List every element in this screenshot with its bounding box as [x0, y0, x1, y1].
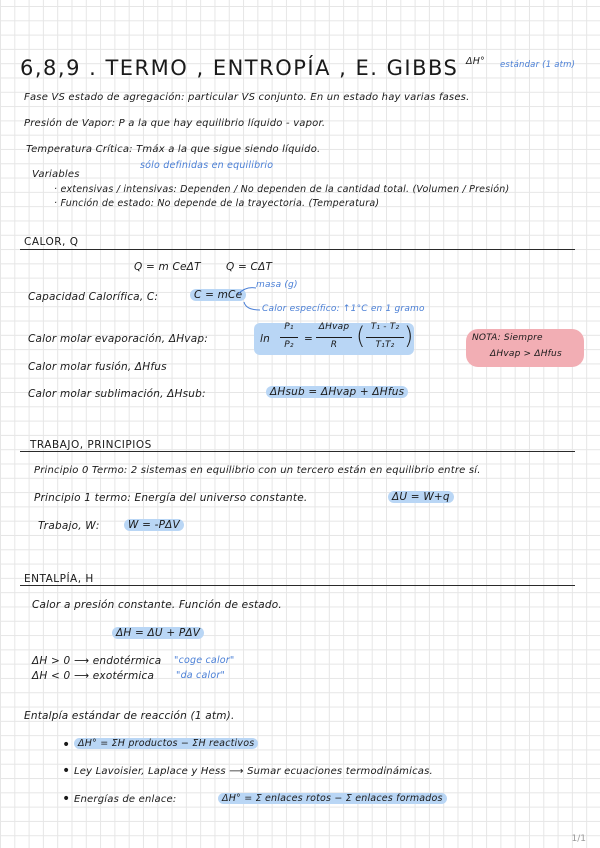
evap-dh: ΔHvap — [318, 322, 350, 332]
annotation-arrows — [232, 284, 272, 314]
masa-note: masa (g) — [256, 280, 298, 290]
variables-bullet-extensivas: · extensivas / intensivas: Dependen / No dependen de la cantidad total. (Volumen / Presión) — [54, 184, 510, 195]
entalpia-estandar: Entalpía estándar de reacción (1 atm). — [24, 710, 235, 722]
page-number: 1/1 — [571, 834, 586, 844]
evap-t-den: T₁T₂ — [375, 340, 395, 350]
evap-t-num: T₁ - T₂ — [370, 322, 400, 332]
endotermica-line: ΔH > 0 ⟶ endotérmica — [32, 655, 162, 667]
calor-especifico-note: Calor específico: ↑1°C en 1 gramo — [262, 304, 425, 314]
bullet-dot: • — [62, 737, 71, 753]
section-heading-trabajo: TRABAJO, PRINCIPIOS — [30, 439, 152, 451]
entalpia-estandar-equation: ΔH° = ΣH productos − ΣH reactivos — [74, 738, 258, 749]
section-rule — [20, 585, 575, 586]
intro-line-presion: Presión de Vapor: P a la que hay equilibrio líquido - vapor. — [24, 118, 326, 129]
principio-1-equation: ΔU = W+q — [388, 491, 454, 503]
exotermica-note: "da calor" — [176, 670, 226, 681]
evap-ln: ln — [260, 333, 270, 345]
fraction-line — [366, 337, 404, 338]
equation-q-mce: Q = m CeΔT — [134, 261, 201, 273]
principio-0: Principio 0 Termo: 2 sistemas en equilibrio con un tercero están en equilibrio entre sí. — [34, 465, 481, 476]
intro-line-fase: Fase VS estado de agregación: particular VS conjunto. En un estado hay varias fases. — [24, 92, 470, 103]
endotermica-note: "coge calor" — [174, 655, 235, 666]
standard-note: estándar (1 atm) — [500, 60, 576, 70]
evap-equals: = — [304, 333, 313, 345]
section-heading-entalpia: ENTALPÍA, H — [24, 573, 94, 585]
fraction-line — [316, 337, 352, 338]
entalpia-definition: Calor a presión constante. Función de estado. — [32, 599, 282, 611]
nota-line1: NOTA: Siempre — [472, 333, 543, 343]
nota-line2: ΔHvap > ΔHfus — [490, 349, 562, 359]
bullet-dot: • — [62, 791, 71, 807]
entalpia-equation: ΔH = ΔU + PΔV — [112, 627, 204, 639]
evap-p1: P₁ — [284, 322, 294, 332]
intro-line-temperatura: Temperatura Crítica: Tmáx a la que sigue siendo líquido. — [26, 144, 321, 155]
delta-h-symbol: ΔH° — [466, 56, 485, 67]
sublimacion-equation: ΔHsub = ΔHvap + ΔHfus — [266, 386, 408, 398]
equation-q-cdt: Q = CΔT — [226, 261, 273, 273]
fraction-line — [280, 337, 298, 338]
bullet-dot: • — [62, 763, 71, 779]
section-rule — [20, 451, 575, 452]
variables-bullet-funcion: · Función de estado: No depende de la trayectoria. (Temperatura) — [54, 198, 380, 209]
sublimacion-label: Calor molar sublimación, ΔHsub: — [28, 388, 206, 400]
principio-1: Principio 1 termo: Energía del universo constante. — [34, 492, 308, 504]
paren-close: ) — [404, 322, 414, 350]
energias-enlace-equation: ΔH° = Σ enlaces rotos − Σ enlaces formados — [218, 793, 447, 804]
capacidad-equation: C = mCe — [190, 289, 246, 301]
trabajo-label: Trabajo, W: — [38, 520, 100, 532]
paren-open: ( — [356, 322, 366, 350]
evaporacion-label: Calor molar evaporación, ΔHvap: — [28, 333, 208, 345]
page-title: 6,8,9 . TERMO , ENTROPÍA , E. GIBBS — [20, 56, 459, 80]
evap-r: R — [330, 340, 338, 350]
ley-hess-line: Ley Lavoisier, Laplace y Hess ⟶ Sumar ecuaciones termodinámicas. — [74, 766, 433, 777]
trabajo-equation: W = -PΔV — [124, 519, 184, 531]
variables-note: sólo definidas en equilibrio — [140, 160, 274, 171]
section-rule — [20, 249, 575, 250]
energias-enlace-label: Energías de enlace: — [74, 794, 177, 805]
evap-p2: P₂ — [284, 340, 294, 350]
fusion-label: Calor molar fusión, ΔHfus — [28, 361, 167, 373]
capacidad-label: Capacidad Calorífica, C: — [28, 291, 159, 303]
variables-label: Variables — [32, 169, 80, 180]
exotermica-line: ΔH < 0 ⟶ exotérmica — [32, 670, 155, 682]
section-heading-calor: CALOR, Q — [24, 236, 79, 248]
